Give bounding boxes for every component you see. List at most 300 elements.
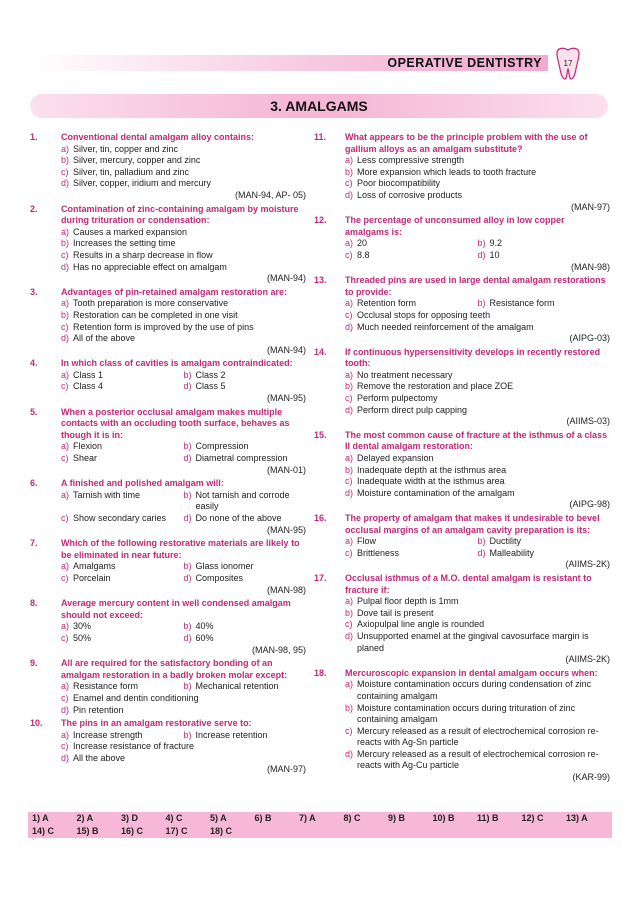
option bbox=[61, 167, 306, 179]
option-letter: b) bbox=[183, 441, 192, 452]
option-text: Show secondary caries bbox=[73, 513, 167, 523]
option bbox=[345, 619, 610, 631]
question-body bbox=[345, 215, 610, 273]
option-text: Mercury released as a result of electrochemical corrosion re-reacts with Ag-Sn particle bbox=[357, 725, 599, 748]
option bbox=[345, 393, 610, 405]
option bbox=[345, 703, 610, 726]
option bbox=[345, 250, 478, 262]
option-letter: b) bbox=[477, 238, 486, 249]
option-text: Moisture contamination of the amalgam bbox=[357, 487, 515, 498]
option bbox=[61, 741, 306, 753]
question-item bbox=[30, 658, 306, 716]
option-letter: d) bbox=[183, 381, 192, 392]
option-letter: a) bbox=[61, 621, 70, 632]
answer-item: 8) C bbox=[343, 813, 361, 823]
option-letter: b) bbox=[61, 238, 70, 249]
question-stem: The property of amalgam that makes it undesirable to bevel occlusal margins of an amalgam cavity preparation is its: bbox=[345, 513, 600, 535]
option bbox=[61, 621, 184, 633]
answer-item: 5) A bbox=[210, 813, 227, 823]
option bbox=[345, 167, 610, 179]
option-text: Less compressive strength bbox=[357, 155, 465, 166]
option bbox=[61, 155, 306, 167]
option-letter: b) bbox=[345, 166, 354, 177]
question-source: (MAN-98) bbox=[266, 584, 306, 595]
option-row bbox=[61, 621, 306, 633]
option-text: Porcelain bbox=[73, 572, 111, 583]
question-number: 2. bbox=[30, 203, 38, 214]
question-source: (MAN-95) bbox=[266, 393, 306, 404]
option bbox=[184, 573, 307, 585]
question-stem: All are required for the satisfactory bonding of an amalgam restoration in a badly broken molar except: bbox=[61, 658, 288, 680]
option-letter: c) bbox=[61, 692, 69, 703]
answer-item: 1) A bbox=[32, 813, 49, 823]
question-source: (AIIMS-2K) bbox=[565, 559, 610, 570]
option-letter: d) bbox=[345, 487, 354, 498]
answer-item: 6) B bbox=[254, 813, 272, 823]
option bbox=[61, 227, 306, 239]
question-item bbox=[314, 347, 610, 428]
option bbox=[61, 681, 184, 693]
question-source: (MAN-97) bbox=[570, 201, 610, 212]
option bbox=[61, 573, 184, 585]
option-row bbox=[61, 513, 306, 525]
option bbox=[61, 633, 184, 645]
option-letter: c) bbox=[61, 166, 69, 177]
question-stem: The percentage of unconsumed alloy in low copper amalgams is: bbox=[345, 215, 565, 237]
option bbox=[478, 548, 611, 560]
option-letter: a) bbox=[345, 369, 354, 380]
option-letter: d) bbox=[183, 513, 192, 523]
option bbox=[61, 370, 184, 382]
question-item bbox=[314, 513, 610, 571]
option bbox=[345, 465, 610, 477]
option-letter: d) bbox=[345, 321, 354, 332]
question-number: 13. bbox=[314, 275, 327, 286]
question-item bbox=[30, 407, 306, 477]
question-body bbox=[345, 573, 610, 666]
question-number: 9. bbox=[30, 658, 38, 669]
option-letter: b) bbox=[345, 381, 354, 392]
question-stem: Average mercury content in well condensed amalgam should not exceed: bbox=[61, 598, 291, 620]
option bbox=[184, 381, 307, 393]
option-letter: d) bbox=[61, 333, 70, 344]
option bbox=[345, 608, 610, 620]
option bbox=[184, 490, 307, 513]
option-text: Not tarnish and corrode easily bbox=[195, 489, 290, 512]
option-text: Amalgams bbox=[73, 561, 116, 572]
option-row bbox=[61, 490, 306, 513]
option-letter: a) bbox=[61, 681, 70, 692]
option-text: 50% bbox=[73, 632, 92, 643]
option-text: 30% bbox=[73, 621, 92, 632]
option-letter: c) bbox=[61, 513, 69, 523]
option-letter: d) bbox=[61, 752, 70, 763]
question-source: (MAN-98, 95) bbox=[251, 644, 306, 655]
option bbox=[61, 238, 306, 250]
option-letter: a) bbox=[345, 298, 354, 309]
option-row bbox=[345, 548, 610, 560]
option-letter: a) bbox=[61, 298, 70, 309]
option bbox=[345, 596, 610, 608]
option bbox=[61, 705, 306, 717]
option bbox=[345, 190, 610, 202]
option-letter: b) bbox=[183, 729, 192, 740]
option-text: Results in a sharp decrease in flow bbox=[73, 249, 213, 260]
question-source: (MAN-94) bbox=[266, 344, 306, 355]
answer-item: 17) C bbox=[165, 826, 188, 836]
question-number: 4. bbox=[30, 358, 38, 369]
option-row bbox=[61, 453, 306, 465]
question-number: 1. bbox=[30, 132, 38, 142]
option-text: Flexion bbox=[73, 441, 103, 452]
option-text: Composites bbox=[195, 572, 244, 583]
option-row bbox=[61, 573, 306, 585]
question-body bbox=[61, 358, 306, 404]
question-stem: Conventional dental amalgam alloy contains: bbox=[61, 132, 255, 142]
option-letter: d) bbox=[183, 453, 192, 464]
option-text: Do none of the above bbox=[195, 513, 282, 523]
option-letter: b) bbox=[477, 536, 486, 547]
tooth-icon bbox=[552, 47, 584, 81]
option bbox=[345, 749, 610, 772]
answer-item: 11) B bbox=[477, 813, 499, 823]
option bbox=[61, 453, 184, 465]
option bbox=[61, 250, 306, 262]
option-letter: c) bbox=[61, 321, 69, 332]
option bbox=[61, 730, 184, 742]
question-source: (AIPG-98) bbox=[569, 499, 610, 510]
question-number: 3. bbox=[30, 286, 38, 297]
answer-item: 18) C bbox=[210, 826, 233, 836]
question-source: (AIIMS-03) bbox=[566, 416, 610, 427]
question-number: 5. bbox=[30, 406, 38, 417]
option-row bbox=[61, 681, 306, 693]
option-text: Silver, tin, palladium and zinc bbox=[73, 166, 190, 177]
option-text: Retention form bbox=[357, 298, 417, 309]
answer-item: 16) C bbox=[121, 826, 144, 836]
option-text: Increase strength bbox=[73, 729, 143, 740]
option-letter: a) bbox=[345, 536, 354, 547]
option-text: Tooth preparation is more conservative bbox=[73, 298, 229, 309]
question-body bbox=[61, 132, 306, 202]
option bbox=[345, 298, 478, 310]
option-letter: b) bbox=[183, 681, 192, 692]
option-text: Glass ionomer bbox=[195, 561, 254, 572]
option-letter: b) bbox=[345, 464, 354, 475]
option-row bbox=[345, 238, 610, 250]
question-source: (AIIMS-2K) bbox=[565, 654, 610, 665]
option-letter: c) bbox=[345, 725, 353, 736]
page-number: 17 bbox=[563, 59, 573, 68]
question-number: 15. bbox=[314, 429, 327, 440]
question-item bbox=[30, 204, 306, 285]
question-number: 16. bbox=[314, 513, 327, 523]
option-letter: a) bbox=[61, 729, 70, 740]
question-stem: Mercuroscopic expansion in dental amalgam occurs when: bbox=[345, 667, 598, 678]
question-body bbox=[61, 407, 306, 477]
option bbox=[345, 322, 610, 334]
option-text: Delayed expansion bbox=[357, 453, 434, 464]
answer-item: 9) B bbox=[388, 813, 406, 823]
option bbox=[345, 155, 610, 167]
option bbox=[61, 490, 184, 513]
option-row bbox=[345, 536, 610, 548]
option bbox=[61, 322, 306, 334]
option bbox=[345, 679, 610, 702]
answer-item: 14) C bbox=[32, 826, 55, 836]
option bbox=[61, 262, 306, 274]
option-letter: c) bbox=[345, 547, 353, 558]
question-body bbox=[61, 478, 306, 536]
option bbox=[184, 370, 307, 382]
question-stem: Contamination of zinc-containing amalgam by moisture during trituration or condensation: bbox=[61, 203, 299, 226]
option bbox=[345, 548, 478, 560]
option-text: Moisture contamination occurs during condensation of zinc containing amalgam bbox=[357, 679, 592, 701]
option-text: Loss of corrosive products bbox=[357, 189, 463, 200]
question-body bbox=[61, 658, 306, 716]
option-text: 60% bbox=[195, 632, 214, 643]
option-row bbox=[61, 441, 306, 453]
option bbox=[61, 513, 184, 525]
option bbox=[61, 693, 306, 705]
option bbox=[61, 441, 184, 453]
question-body bbox=[61, 538, 306, 596]
option bbox=[184, 561, 307, 573]
option-text: Enamel and dentin conditioning bbox=[73, 692, 199, 703]
option bbox=[345, 238, 478, 250]
question-stem: Occlusal isthmus of a M.O. dental amalgam is resistant to fracture if: bbox=[345, 572, 592, 595]
option-letter: c) bbox=[345, 178, 353, 189]
chapter-title: 3. AMALGAMS bbox=[270, 98, 368, 114]
question-stem: In which class of cavities is amalgam contraindicated: bbox=[61, 358, 293, 369]
option-text: 9.2 bbox=[489, 238, 503, 249]
question-number: 12. bbox=[314, 215, 327, 226]
option-text: Retention form is improved by the use of pins bbox=[73, 321, 254, 332]
option-text: Silver, copper, iridium and mercury bbox=[73, 178, 212, 189]
option bbox=[478, 298, 611, 310]
option-text: No treatment necessary bbox=[357, 369, 453, 380]
option-text: Class 2 bbox=[195, 369, 226, 380]
option-text: Diametral compression bbox=[195, 453, 288, 464]
option-text: Silver, tin, copper and zinc bbox=[73, 143, 179, 154]
option-letter: c) bbox=[61, 741, 69, 752]
option-text: Increase retention bbox=[195, 729, 268, 740]
question-stem: Which of the following restorative materials are likely to be eliminated in near future: bbox=[61, 538, 300, 560]
option bbox=[61, 381, 184, 393]
question-body bbox=[345, 347, 610, 428]
option-letter: b) bbox=[183, 489, 192, 500]
option-text: Malleability bbox=[489, 547, 535, 558]
question-source: (MAN-94) bbox=[266, 273, 306, 284]
option-text: Resistance form bbox=[73, 681, 139, 692]
question-stem: Advantages of pin-retained amalgam restoration are: bbox=[61, 286, 288, 297]
option-text: Increase resistance of fracture bbox=[73, 741, 195, 752]
answer-item: 2) A bbox=[76, 813, 94, 823]
question-body bbox=[345, 275, 610, 345]
option-letter: c) bbox=[61, 453, 69, 464]
question-body bbox=[61, 718, 306, 776]
question-item bbox=[30, 358, 306, 404]
option-letter: c) bbox=[345, 393, 353, 404]
question-item bbox=[30, 132, 306, 202]
option-text: 10 bbox=[489, 249, 500, 260]
option-letter: d) bbox=[477, 249, 486, 260]
option-text: Brittleness bbox=[357, 547, 400, 558]
question-source: (AIPG-03) bbox=[569, 333, 610, 344]
option-letter: d) bbox=[183, 632, 192, 643]
option-text: Pulpal floor depth is 1mm bbox=[357, 596, 459, 607]
option-row bbox=[61, 370, 306, 382]
question-stem: The pins in an amalgam restorative serve to: bbox=[61, 718, 252, 729]
question-number: 18. bbox=[314, 667, 327, 678]
running-header-title: OPERATIVE DENTISTRY bbox=[387, 56, 542, 70]
option-letter: c) bbox=[61, 572, 69, 583]
option-letter: d) bbox=[345, 404, 354, 415]
option-letter: b) bbox=[183, 561, 192, 572]
question-item bbox=[30, 287, 306, 357]
option bbox=[345, 178, 610, 190]
question-number: 11. bbox=[314, 132, 327, 142]
question-item bbox=[314, 132, 610, 213]
option-letter: a) bbox=[61, 143, 70, 154]
option-row bbox=[61, 561, 306, 573]
option bbox=[478, 250, 611, 262]
question-stem: What appears to be the principle problem with the use of gallium alloys as an amalgam substitute? bbox=[345, 132, 588, 154]
option-letter: c) bbox=[61, 632, 69, 643]
option-text: All the above bbox=[73, 752, 126, 763]
option-letter: b) bbox=[477, 298, 486, 309]
option-letter: c) bbox=[345, 249, 353, 260]
option-text: Mercury released as a result of electrochemical corrosion re-reacts with Ag-Cu particle bbox=[357, 748, 599, 771]
question-item bbox=[30, 538, 306, 596]
option-letter: d) bbox=[61, 261, 70, 272]
question-body bbox=[61, 598, 306, 656]
question-item bbox=[314, 215, 610, 273]
option bbox=[61, 298, 306, 310]
option-text: Poor biocompatibility bbox=[357, 178, 441, 189]
question-body bbox=[345, 513, 610, 571]
option bbox=[61, 178, 306, 190]
option-text: Has no appreciable effect on amalgam bbox=[73, 261, 227, 272]
answer-item: 12) C bbox=[521, 813, 544, 823]
option-text: More expansion which leads to tooth fracture bbox=[357, 166, 537, 177]
question-number: 14. bbox=[314, 346, 327, 357]
answer-item: 3) D bbox=[121, 813, 139, 823]
option-row bbox=[61, 730, 306, 742]
option-text: Compression bbox=[195, 441, 249, 452]
option-letter: b) bbox=[345, 702, 354, 713]
option-letter: c) bbox=[61, 249, 69, 260]
option-letter: d) bbox=[61, 178, 70, 189]
option bbox=[61, 561, 184, 573]
option bbox=[184, 513, 307, 525]
left-column bbox=[30, 132, 306, 778]
option-text: Class 1 bbox=[73, 369, 104, 380]
question-item bbox=[30, 598, 306, 656]
answer-key bbox=[28, 812, 612, 838]
question-item bbox=[314, 573, 610, 666]
option-letter: a) bbox=[345, 596, 354, 607]
option bbox=[478, 536, 611, 548]
question-source: (MAN-01) bbox=[266, 464, 306, 475]
option bbox=[345, 631, 610, 654]
option-letter: b) bbox=[61, 155, 70, 166]
question-body bbox=[61, 204, 306, 285]
option bbox=[345, 536, 478, 548]
option-text: Occlusal stops for opposing teeth bbox=[357, 309, 491, 320]
option-text: Class 4 bbox=[73, 381, 104, 392]
option-letter: d) bbox=[61, 704, 70, 715]
option-letter: a) bbox=[61, 226, 70, 237]
option-text: Mechanical retention bbox=[195, 681, 279, 692]
question-body bbox=[345, 668, 610, 784]
option bbox=[345, 726, 610, 749]
option-text: Inadequate depth at the isthmus area bbox=[357, 464, 507, 475]
option-text: Pin retention bbox=[73, 704, 124, 715]
option-text: Shear bbox=[73, 453, 98, 464]
question-source: (MAN-94, AP- 05) bbox=[234, 189, 306, 200]
option bbox=[345, 476, 610, 488]
option bbox=[184, 633, 307, 645]
question-item bbox=[30, 718, 306, 776]
option bbox=[184, 621, 307, 633]
option bbox=[345, 370, 610, 382]
option-text: Tarnish with time bbox=[73, 489, 141, 500]
question-number: 6. bbox=[30, 478, 38, 489]
option bbox=[61, 333, 306, 345]
option-text: Ductility bbox=[489, 536, 522, 547]
option bbox=[345, 488, 610, 500]
option-letter: b) bbox=[183, 369, 192, 380]
option bbox=[61, 144, 306, 156]
option bbox=[184, 681, 307, 693]
question-stem: If continuous hypersensitivity develops in recently restored tooth: bbox=[345, 346, 601, 369]
right-column bbox=[314, 132, 610, 786]
option-letter: c) bbox=[61, 381, 69, 392]
option bbox=[345, 310, 610, 322]
question-source: (MAN-98) bbox=[570, 261, 610, 272]
answer-item: 15) B bbox=[76, 826, 99, 836]
option-text: Increases the setting time bbox=[73, 238, 176, 249]
option-text: 20 bbox=[357, 238, 368, 249]
option-letter: d) bbox=[183, 572, 192, 583]
option-text: 40% bbox=[195, 621, 214, 632]
option-text: Inadequate width at the isthmus area bbox=[357, 476, 505, 487]
question-item bbox=[314, 430, 610, 511]
question-stem: A finished and polished amalgam will: bbox=[61, 478, 224, 489]
question-stem: The most common cause of fracture at the isthmus of a class II dental amalgam restoration: bbox=[345, 429, 608, 452]
option-letter: a) bbox=[61, 369, 70, 380]
option-letter: d) bbox=[345, 748, 354, 759]
question-source: (MAN-97) bbox=[266, 764, 306, 775]
question-body bbox=[61, 287, 306, 357]
option bbox=[345, 381, 610, 393]
question-source: (KAR-99) bbox=[572, 772, 610, 783]
option-letter: c) bbox=[345, 309, 353, 320]
option-letter: b) bbox=[183, 621, 192, 632]
option-text: Silver, mercury, copper and zinc bbox=[73, 155, 201, 166]
option-text: Much needed reinforcement of the amalgam bbox=[357, 321, 534, 332]
question-item bbox=[314, 668, 610, 784]
option-text: Class 5 bbox=[195, 381, 226, 392]
option-text: Axiopulpal line angle is rounded bbox=[357, 619, 485, 630]
option bbox=[478, 238, 611, 250]
option-letter: a) bbox=[345, 238, 354, 249]
option bbox=[345, 405, 610, 417]
option-text: Unsupported enamel at the gingival cavosurface margin is planed bbox=[357, 630, 589, 653]
question-number: 17. bbox=[314, 572, 327, 583]
option-letter: a) bbox=[61, 441, 70, 452]
